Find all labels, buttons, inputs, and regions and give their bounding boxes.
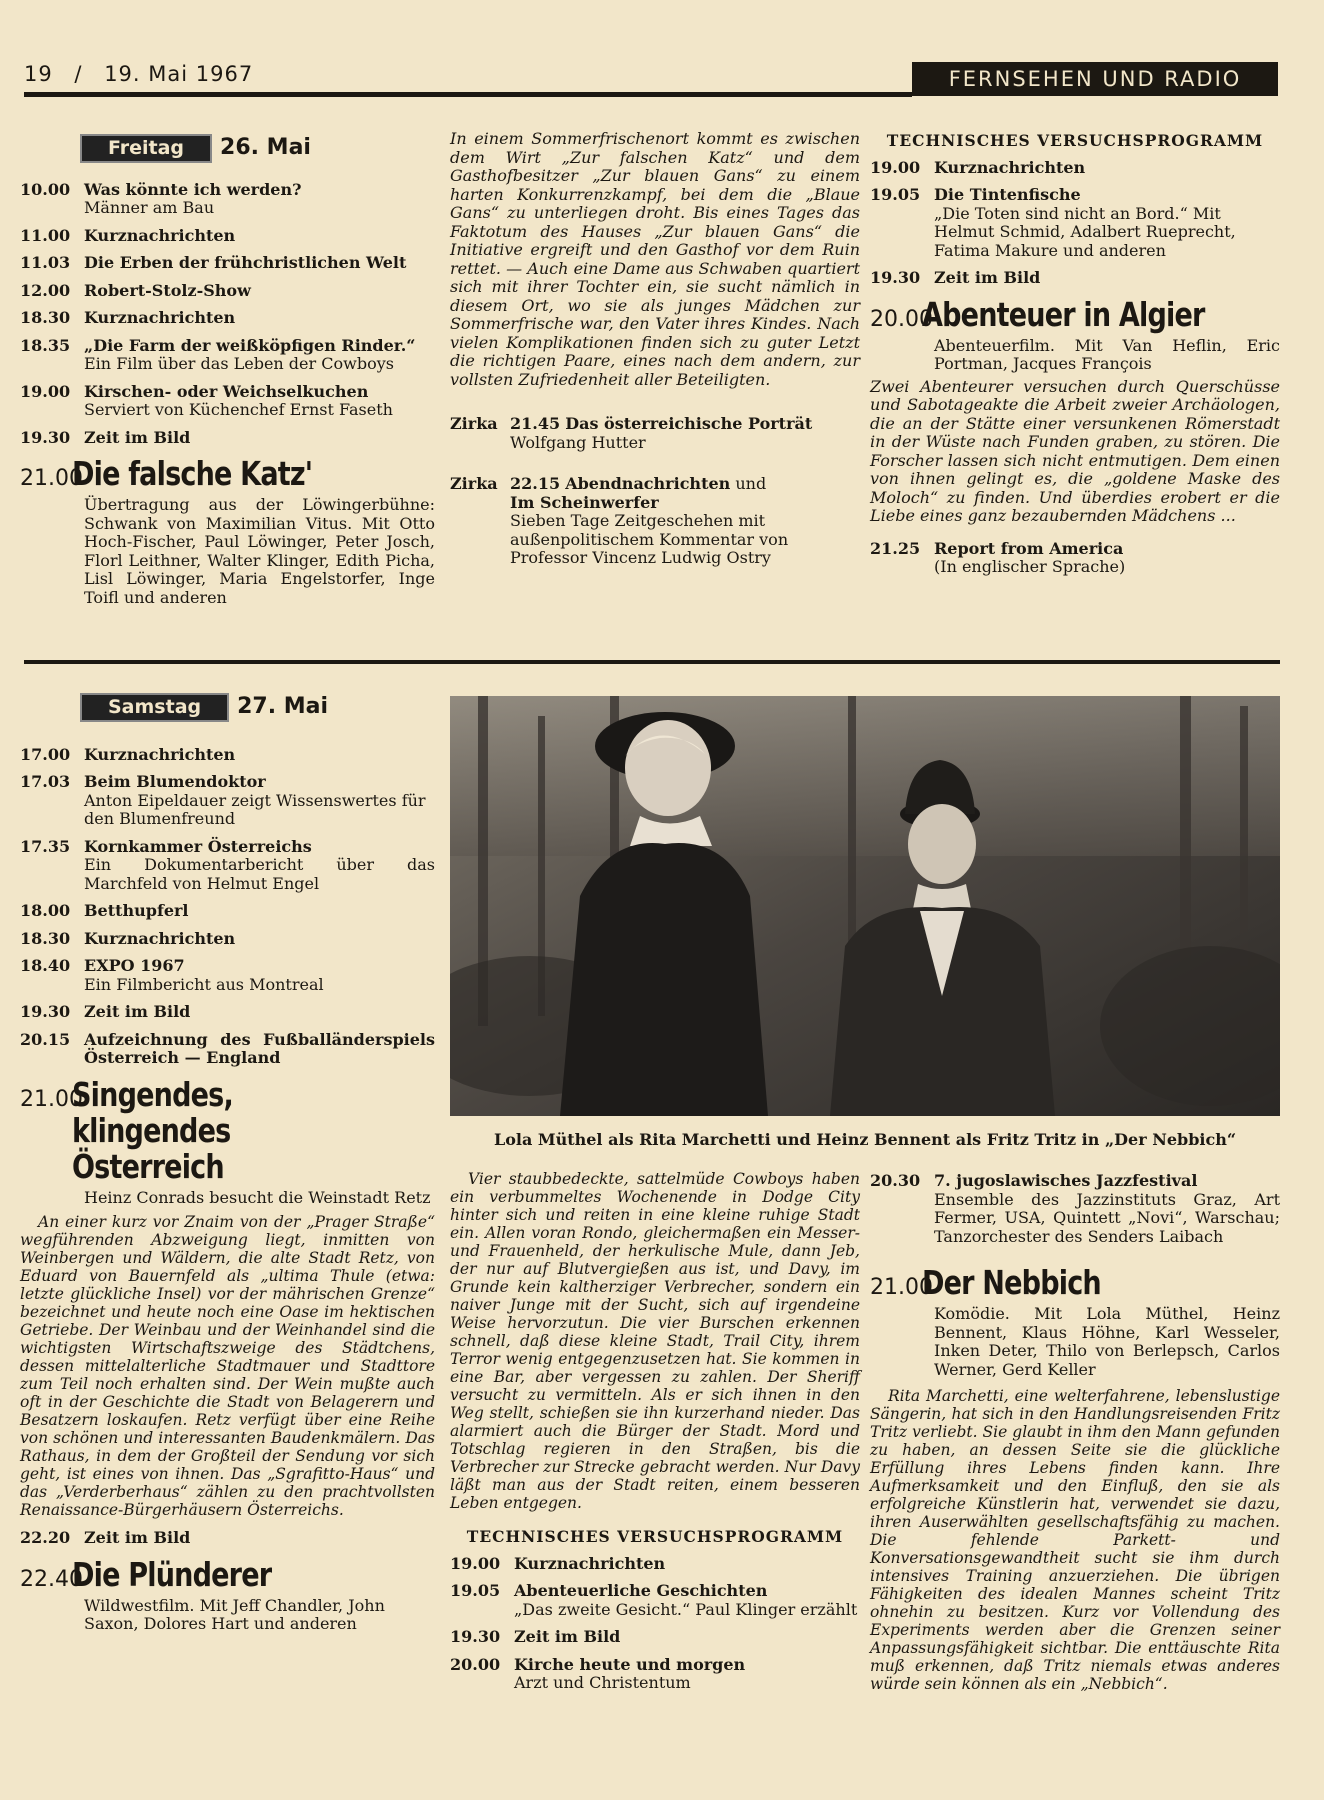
- program-entry: [870, 269, 1280, 288]
- day-separator: [24, 660, 1280, 664]
- highlight-time: 22.40: [20, 1566, 83, 1592]
- header-rule: [24, 92, 912, 97]
- entry-desc: „Das zweite Gesicht.“ Paul Klinger erzählt: [514, 1599, 858, 1619]
- highlight-desc: Übertragung aus der Löwingerbühne: Schwank von Maximilian Vitus. Mit Otto Hoch-Fischer, Paul Löwinger, Peter Josch, Florl Leithner, Walter Klinger, Edith Picha, Lisl Löwinger, Maria Engelstorfer, Inge Toifl und anderen: [84, 495, 435, 607]
- highlight-desc: Wildwestfilm. Mit Jeff Chandler, John Saxon, Dolores Hart und anderen: [84, 1595, 385, 1633]
- entry-time: 21.45: [510, 414, 561, 433]
- entry-title: Zeit im Bild: [514, 1627, 621, 1646]
- program-entry: [20, 1031, 435, 1068]
- entry-prefix: Zirka: [450, 414, 498, 433]
- entry-title: Abendnachrichten: [565, 474, 731, 493]
- program-entry: [20, 1003, 435, 1022]
- photo-caption: Lola Müthel als Rita Marchetti und Heinz Bennent als Fritz Tritz in „Der Nebbich“: [493, 1130, 1237, 1149]
- day-date: 27. Mai: [237, 694, 329, 719]
- entry-title: Zeit im Bild: [934, 268, 1041, 287]
- entry-title: Kurznachrichten: [84, 225, 236, 245]
- entry-desc: Wolfgang Hutter: [510, 432, 646, 452]
- entry-desc: Anton Eipeldauer zeigt Wissenswertes für den Blumenfreund: [84, 790, 426, 828]
- tech-heading: TECHNISCHES VERSUCHSPROGRAMM: [466, 1527, 844, 1546]
- entry-time: 20.00: [450, 1654, 501, 1674]
- day-date: 26. Mai: [220, 135, 311, 160]
- program-entry: [450, 1656, 860, 1693]
- highlight-time: 21.00: [20, 1086, 83, 1112]
- day-label: Freitag: [80, 134, 212, 163]
- entry-title: Kurznachrichten: [514, 1553, 666, 1573]
- saturday-column-3: [870, 1172, 1280, 1693]
- entry-title: Zeit im Bild: [84, 427, 191, 447]
- highlight-title: Die falsche Katz': [72, 454, 313, 493]
- header-slash: /: [74, 62, 83, 86]
- entry-time: 18.40: [20, 956, 71, 975]
- program-entry: [20, 254, 435, 273]
- highlight-title: Der Nebbich: [922, 1263, 1101, 1302]
- entry-desc: (In englischer Sprache): [934, 557, 1126, 576]
- day-header-friday: [80, 134, 435, 163]
- entry-time: 18.30: [20, 928, 71, 948]
- program-entry: [20, 838, 435, 894]
- entry-time: 19.30: [20, 1002, 71, 1021]
- entry-time: 19.30: [20, 427, 71, 447]
- tech-heading: TECHNISCHES VERSUCHSPROGRAMM: [886, 131, 1264, 150]
- entry-time: 18.30: [20, 308, 71, 327]
- entry-title: Zeit im Bild: [84, 1002, 191, 1021]
- entry-prefix: Zirka: [450, 474, 498, 493]
- saturday-column-2: [450, 1170, 860, 1702]
- highlight-program: [870, 1265, 1280, 1301]
- entry-title: Kurznachrichten: [84, 928, 236, 948]
- highlight-title: Singendes, klingendes Österreich: [72, 1074, 233, 1186]
- entry-time: 19.30: [450, 1627, 501, 1646]
- entry-title: Kurznachrichten: [84, 744, 236, 764]
- program-entry: [20, 1529, 435, 1548]
- highlight-desc: Komödie. Mit Lola Müthel, Heinz Bennent, Klaus Höhne, Karl Wesseler, Inken Deter, Thilo von Berlepsch, Carlos Werner, Gerd Keller: [934, 1304, 1280, 1379]
- entry-time: 19.00: [20, 381, 71, 401]
- entry-time: 11.03: [20, 253, 71, 272]
- entry-time: 12.00: [20, 280, 71, 300]
- highlight-program: [20, 456, 435, 492]
- highlight-time: 21.00: [20, 466, 83, 491]
- program-entry: [450, 1555, 860, 1574]
- entry-time: 20.30: [870, 1171, 921, 1190]
- entry-time: 18.00: [20, 901, 71, 920]
- entry-title: Zeit im Bild: [84, 1528, 191, 1547]
- entry-time: 17.00: [20, 744, 71, 764]
- entry-time: 11.00: [20, 225, 71, 245]
- entry-title: Die Tintenfische: [934, 185, 1081, 204]
- page-number: 19: [24, 62, 53, 86]
- program-entry: [450, 1582, 860, 1619]
- highlight-desc: Abenteuerfilm. Mit Van Heflin, Eric Portman, Jacques François: [934, 335, 1280, 373]
- saturday-column-1: [20, 693, 435, 1634]
- program-entry: [20, 227, 435, 246]
- program-entry: [20, 773, 435, 829]
- program-entry: [20, 181, 435, 218]
- highlight-time: 20.00: [870, 306, 933, 332]
- entry-desc: Ein Filmbericht aus Montreal: [84, 974, 324, 994]
- entry-title: Das österreichische Porträt: [565, 414, 813, 433]
- entry-title: Die Erben der frühchristlichen Welt: [84, 253, 407, 272]
- entry-time: 19.05: [450, 1581, 501, 1600]
- program-photo: [450, 696, 1280, 1116]
- issue-date: 19. Mai 1967: [104, 62, 254, 86]
- highlight-program: [20, 1554, 435, 1594]
- friday-column-2: [450, 130, 860, 577]
- highlight-program: [870, 294, 1280, 334]
- program-entry: [870, 1172, 1280, 1246]
- entry-title: 7. jugoslawisches Jazzfestival: [934, 1171, 1198, 1190]
- entry-desc: „Die Toten sind nicht an Bord.“ Mit Helmut Schmid, Adalbert Rueprecht, Fatima Makure und anderen: [934, 203, 1236, 260]
- friday-column-3: [870, 132, 1280, 586]
- section-title: FERNSEHEN UND RADIO: [912, 62, 1278, 96]
- entry-title: Kurznachrichten: [84, 308, 236, 327]
- program-entry: [20, 383, 435, 420]
- entry-title: Kornkammer Österreichs: [84, 836, 312, 856]
- program-entry: [870, 186, 1280, 260]
- entry-joiner: und: [735, 474, 767, 493]
- entry-title: Kirschen- oder Weichselkuchen: [84, 381, 369, 401]
- entry-time: 22.20: [20, 1528, 71, 1547]
- entry-time: 17.35: [20, 836, 71, 856]
- retz-story: An einer kurz vor Znaim von der „Prager Straße“ wegführenden Abzweigung liegt, inmitten von Weinbergen und Wäldern, die alte Stadt Retz, von Eduard von Bauernfeld als „ultima Thule (etwa: letzte glückliche Insel) vor der mährischen Grenze“ bezeichnet und heute noch eine Oase im hektischen Getriebe. Der Weinbau und der Weinhandel sind die wichtigsten Wirtschaftszweige des Städtchens, dessen mittelalterliche Stadtmauer und Stadttore zum Teil noch erhalten sind. Der Wein mußte auch oft in der Geschichte die Stadt von Belagerern und Besatzern loskaufen. Retz verfügt über eine Reihe von schönen und interessanten Baudenkmälern. Das Rathaus, in dem der Großteil der Sendung vor sich geht, ist eines von ihnen. Das „Sgrafitto-Haus“ und das „Verderberhaus“ zählen zu den prachtvollsten Renaissance-Bürgerhäusern Österreichs.: [20, 1213, 435, 1519]
- entry-time: 19.30: [870, 268, 921, 287]
- entry-title: EXPO 1967: [84, 956, 185, 975]
- day-header-saturday: [80, 693, 435, 722]
- highlight-title: Die Plünderer: [72, 1554, 272, 1594]
- entry-title: Betthupferl: [84, 901, 189, 920]
- program-entry: [20, 902, 435, 921]
- highlight-title: Abenteuer in Algier: [922, 294, 1205, 334]
- entry-desc: Ein Dokumentarbericht über das Marchfeld von Helmut Engel: [84, 855, 435, 893]
- entry-desc: Männer am Bau: [84, 198, 215, 217]
- program-entry: [20, 746, 435, 765]
- friday-story: In einem Sommerfrischenort kommt es zwischen dem Wirt „Zur falschen Katz“ und dem Gasthofbesitzer „Zur blauen Gans“ zu einem harten Konkurrenzkampf, bei dem die „Blaue Gans“ zu unterliegen droht. Bis eines Tages das Faktotum des Hauses „Zur blauen Gans“ die Initiative ergreift und den Gasthof vor dem Ruin rettet. — Auch eine Dame aus Schwaben quartiert sich mit ihrer Tochter ein, sie sucht nämlich in diesem Ort, wo sie als junges Mädchen zur Sommerfrische war, den Vater ihres Kindes. Nach vielen Komplikationen finden sich zu guter Letzt die richtigen Paare, eines nach dem andern, zur vollsten Zufriedenheit aller Beteiligten.: [450, 129, 860, 389]
- entry-desc: Arzt und Christentum: [514, 1673, 691, 1692]
- entry-title: Robert-Stolz-Show: [84, 280, 251, 300]
- highlight-time: 21.00: [870, 1275, 933, 1300]
- page-header-left: [24, 62, 253, 86]
- entry-time: 20.15: [20, 1029, 71, 1049]
- program-entry: [20, 957, 435, 994]
- entry-desc: Ensemble des Jazzinstituts Graz, Art Fermer, USA, Quintett „Novi“, Warschau; Tanzorchester des Senders Laibach: [934, 1189, 1280, 1246]
- entry-title: Kurznachrichten: [934, 157, 1086, 177]
- program-entry: [20, 930, 435, 949]
- nebbich-story: Rita Marchetti, eine welterfahrene, lebenslustige Sängerin, hat sich in den Handlungsreisenden Fritz Tritz verliebt. Sie glaubt in ihm den Mann gefunden zu haben, an dessen Seite sie die glückliche Erfüllung ihres Lebens finden kann. Ihre Aufmerksamkeit und den Einfluß, den sie als erfolgreiche Künstlerin hat, verwendet sie dazu, ihren Auserwählten gesellschaftsfähig zu machen. Die fehlende Parkett- und Konversationsgewandtheit sucht sie ihm durch intensives Training anzuerziehen. Die übrigen Fähigkeiten des idealen Mannes scheint Tritz ohnehin zu besitzen. Kurz vor Vollendung des Experiments werden aber die Grenzen seiner Anpassungsfähigkeit sichtbar. Die enttäuschte Rita muß erkennen, daß Tritz niemals etwas anderes würde sein können als ein „Nebbich“.: [870, 1387, 1280, 1693]
- entry-time: 19.05: [870, 185, 921, 204]
- entry-time: 21.25: [870, 538, 921, 558]
- entry-desc: Ein Film über das Leben der Cowboys: [84, 354, 394, 373]
- entry-title: Report from America: [934, 538, 1124, 558]
- program-entry: [450, 475, 860, 568]
- entry-time: 18.35: [20, 335, 71, 355]
- entry-desc: Serviert von Küchenchef Ernst Faseth: [84, 400, 393, 419]
- day-label: Samstag: [80, 693, 229, 722]
- entry-time: 10.00: [20, 179, 71, 199]
- entry-desc: Sieben Tage Zeitgeschehen mit außenpolitischem Kommentar von Professor Vincenz Ludwig Ostry: [510, 511, 789, 567]
- entry-title: Was könnte ich werden?: [84, 179, 302, 199]
- entry-title: Abenteuerliche Geschichten: [514, 1581, 768, 1600]
- friday-column-1: [20, 134, 435, 607]
- algier-story: Zwei Abenteurer versuchen durch Querschüsse und Sabotageakte die Arbeit zweier Archäologen, die an der Stätte einer versunkenen Römerstadt in der Wüste nach Funden graben, zu stören. Die Forscher lassen sich nicht entmutigen. Dem einen von ihnen gelingt es, die „goldene Maske des Moloch“ zu finden. Und überdies erobert er die Liebe eines ganz bezaubernden Mädchens ...: [870, 376, 1280, 525]
- entry-title: „Die Farm der weißköpfigen Rinder.“: [84, 335, 416, 355]
- entry-title: Beim Blumendoktor: [84, 772, 266, 791]
- program-entry: [20, 282, 435, 301]
- program-entry: [870, 540, 1280, 577]
- program-entry: [20, 337, 435, 374]
- program-entry: [870, 159, 1280, 178]
- entry-title-2: Im Scheinwerfer: [510, 492, 659, 512]
- highlight-program: [20, 1074, 435, 1186]
- entry-title: Aufzeichnung des Fußballänderspiels Österreich — England: [84, 1029, 435, 1067]
- entry-time: 22.15: [510, 474, 561, 493]
- entry-time: 19.00: [870, 157, 921, 177]
- entry-time: 17.03: [20, 772, 71, 791]
- highlight-desc: Heinz Conrads besucht die Weinstadt Retz: [84, 1187, 431, 1207]
- program-entry: [20, 429, 435, 448]
- program-entry: [450, 1628, 860, 1647]
- cowboy-story: Vier staubbedeckte, sattelmüde Cowboys haben ein verbummeltes Wochenende in Dodge City hinter sich und reiten in eine kleine ruhige Stadt ein. Allen voran Rondo, gleichermaßen ein Messer- und Frauenheld, der herkulische Mule, dann Jeb, der nur auf Blutvergießen aus ist, und Davy, im Grunde kein kaltherziger Verbrecher, sondern ein naiver Junge mit der Sucht, sich auf irgendeine Weise hervorzutun. Die vier Burschen erkennen schnell, daß diese kleine Stadt, Trail City, ihrem Terror wenig entgegenzusetzen hat. Sie kommen in eine Bar, aber vergessen zu zahlen. Der Sheriff versucht zu vermitteln. Als er sich ihnen in den Weg stellt, schießen sie ihn kurzerhand nieder. Das alarmiert auch die Bürger der Stadt. Mord und Totschlag regieren in den Straßen, bis die Verbrecher zur Strecke gebracht werden. Nur Davy läßt man aus der Stadt reiten, einem besseren Leben entgegen.: [450, 1170, 860, 1512]
- program-entry: [20, 309, 435, 328]
- entry-title: Kirche heute und morgen: [514, 1654, 746, 1674]
- program-entry: [450, 415, 860, 452]
- entry-time: 19.00: [450, 1553, 501, 1573]
